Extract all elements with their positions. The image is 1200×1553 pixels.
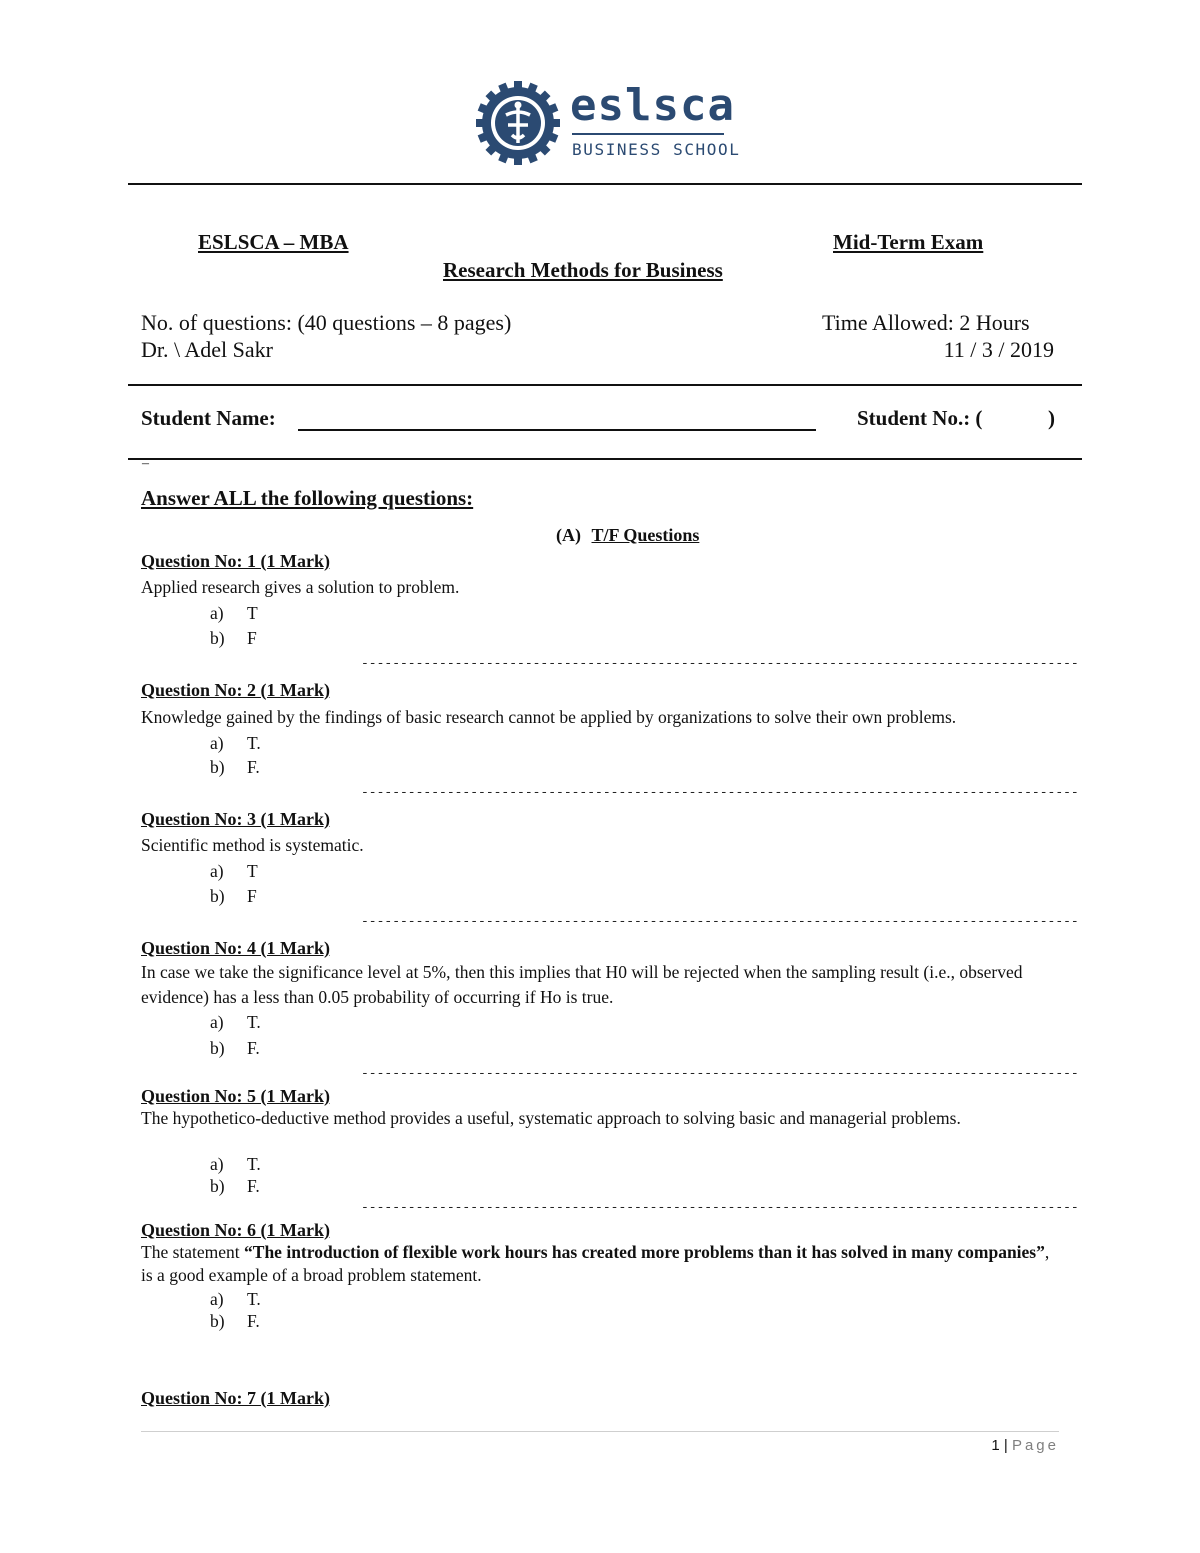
option-text: F. [247, 1038, 260, 1058]
option-text: T. [247, 733, 261, 753]
question-text: The hypothetico-deductive method provides a useful, systematic approach to solving basic and managerial problems. [141, 1108, 961, 1128]
option-letter: b) [210, 1176, 225, 1196]
question-separator: -------------------------------------------------------------------------------------------- [361, 914, 1079, 929]
section-prefix: (A) [556, 525, 581, 545]
option-a[interactable] [210, 1152, 261, 1176]
question-title: Question No: 4 (1 Mark) [141, 938, 330, 958]
option-a[interactable] [210, 601, 258, 625]
question-text: In case we take the significance level at 5%, then this implies that H0 will be rejected when the sampling result (i.e., observed evidence) has a less than 0.05 probability of occurring if Ho is true. [141, 962, 1023, 1007]
option-text: T [247, 861, 258, 881]
option-letter: a) [210, 733, 224, 753]
option-a[interactable] [210, 1010, 261, 1034]
option-letter: a) [210, 861, 224, 881]
option-letter: b) [210, 1038, 225, 1058]
option-letter: a) [210, 1012, 224, 1032]
instructor: Dr. \ Adel Sakr [141, 337, 273, 362]
footer-rule [141, 1431, 1059, 1432]
questions-info: No. of questions: (40 questions – 8 pages) [141, 310, 512, 335]
question-text: Applied research gives a solution to problem. [141, 577, 460, 597]
question-separator: -------------------------------------------------------------------------------------------- [361, 1066, 1079, 1081]
question-text [141, 1241, 1061, 1287]
section-title [556, 524, 699, 546]
question-title: Question No: 5 (1 Mark) [141, 1086, 330, 1106]
course-title: Research Methods for Business [443, 258, 723, 282]
logo-divider [572, 133, 724, 135]
question-title: Question No: 1 (1 Mark) [141, 551, 330, 571]
option-text: T. [247, 1289, 261, 1309]
option-text: T [247, 603, 258, 623]
page-footer [991, 1436, 1059, 1456]
divider-rule [128, 384, 1082, 386]
question-title: Question No: 3 (1 Mark) [141, 809, 330, 829]
option-a[interactable] [210, 731, 261, 755]
student-name-label: Student Name: [141, 406, 276, 430]
option-letter: b) [210, 628, 225, 648]
stray-mark: – [142, 456, 149, 471]
question-text-bold: “The introduction of flexible work hours has created more problems than it has solved in many companies” [244, 1242, 1045, 1262]
option-letter: a) [210, 1289, 224, 1309]
page-label: Page [1011, 1437, 1059, 1454]
option-a[interactable] [210, 859, 258, 883]
option-text: F [247, 886, 257, 906]
option-letter: b) [210, 1311, 225, 1331]
student-name-field[interactable] [298, 429, 816, 431]
question-separator: -------------------------------------------------------------------------------------------- [361, 785, 1079, 800]
question-separator: -------------------------------------------------------------------------------------------- [361, 1200, 1079, 1215]
option-b[interactable] [210, 626, 257, 650]
option-text: F. [247, 1176, 260, 1196]
question-title: Question No: 2 (1 Mark) [141, 680, 330, 700]
option-a[interactable] [210, 1287, 261, 1311]
option-letter: b) [210, 886, 225, 906]
exam-type: Mid-Term Exam [833, 230, 984, 254]
question-title: Question No: 7 (1 Mark) [141, 1388, 330, 1408]
question-separator: -------------------------------------------------------------------------------------------- [361, 656, 1079, 671]
question-text-before: The statement [141, 1242, 245, 1262]
header-rule [128, 183, 1082, 185]
instructions-heading: Answer ALL the following questions: [141, 486, 474, 510]
divider-rule [128, 458, 1082, 460]
footer-divider: | [999, 1437, 1012, 1454]
page-number: 1 [991, 1437, 1000, 1454]
option-text: F. [247, 1311, 260, 1331]
program-title: ESLSCA – MBA [198, 230, 349, 254]
logo-subtitle: BUSINESS SCHOOL [572, 140, 741, 159]
question-title: Question No: 6 (1 Mark) [141, 1220, 330, 1240]
question-text: Knowledge gained by the findings of basic research cannot be applied by organizations to solve their own problems. [141, 707, 957, 727]
eslsca-logo-emblem [476, 79, 560, 167]
student-no-close: ) [1048, 406, 1055, 430]
option-letter: a) [210, 603, 224, 623]
student-no-label: Student No.: ( [857, 406, 983, 430]
option-b[interactable] [210, 1309, 260, 1333]
option-letter: b) [210, 757, 225, 777]
option-b[interactable] [210, 884, 257, 908]
option-text: T. [247, 1154, 261, 1174]
section-name: T/F Questions [591, 525, 700, 545]
option-b[interactable] [210, 1174, 260, 1198]
exam-date: 11 / 3 / 2019 [943, 337, 1054, 362]
option-letter: a) [210, 1154, 224, 1174]
option-b[interactable] [210, 755, 260, 779]
question-text: Scientific method is systematic. [141, 835, 364, 855]
option-text: T. [247, 1012, 261, 1032]
option-b[interactable] [210, 1036, 260, 1060]
time-allowed: Time Allowed: 2 Hours [822, 310, 1030, 335]
option-text: F. [247, 757, 260, 777]
option-text: F [247, 628, 257, 648]
logo-wordmark: eslsca [570, 80, 735, 131]
question-text-after: , is a good example of a broad problem statement. [141, 1242, 1050, 1285]
